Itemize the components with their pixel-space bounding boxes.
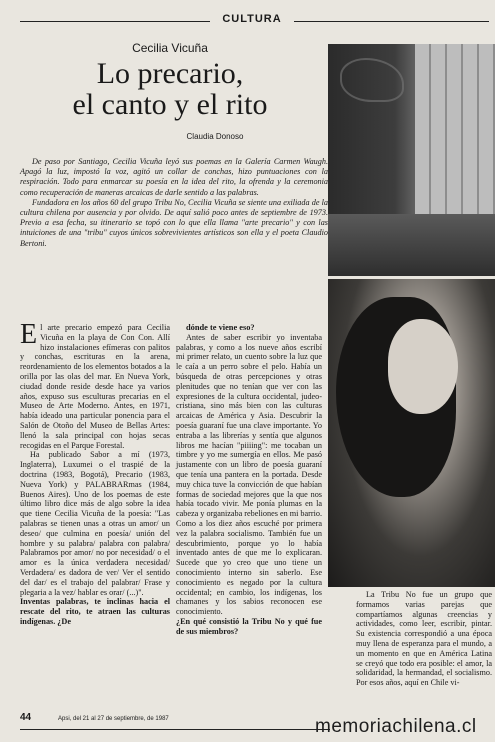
body-column-1 [20,319,170,627]
headline-line-2: el canto y el rito [72,88,268,121]
column-1-paragraph-2: Ha publicado Sabor a mí (1973, Inglaterra), Luxumei o el traspié de la doctrina (1983, Bogotá), Precario (1983, Nueva York) y PALABRARmas (1984, Buenos Aires). Uno de los poemas de este último libro dice más de algo sobre la idea que tiene Cecilia Vicuña de la poesía: "Las palabras se tienen unas a otras un amor/ un deseo/ que culmina en poesía/ unión del hombre y su palabra/ palabra con palabra/ Palabramos por amor/ no por necesidad/ o el amor es la única verdadera necesidad/ Verdadera/ es dadora de ver/ Ver el sentido del dar/ es el trabajo del palabrar/ Frase y plegaria a la vez/ hablar es orar/ (...)". [20,450,170,597]
headline-line-1: Lo precario, [96,57,244,90]
article-byline: Claudia Donoso [186,132,244,141]
source-watermark: memoriachilena.cl [315,716,477,737]
section-label: CULTURA [212,13,292,25]
section-rule-right [294,21,489,22]
footer-rule [20,729,330,730]
photo-graffiti-shape [340,58,404,102]
photo-street-wall [328,44,495,276]
column-2-question-end: dónde te viene eso? [186,323,255,332]
column-1-question: Inventas palabras, te inclinas hacia el rescate del rito, te atraen las culturas indígenas. ¿De [20,597,170,626]
column-1-paragraph-1: El arte precario empezó para Cecilia Vicuña en la playa de Con Con. Allí hizo instalaciones efímeras con palitos y conchas, escrituras en la arena, reordenamiento de los elementos botados a la orilla por las olas del mar. En Nueva York, ciudad donde reside desde hace ya varios años, expuso sus esculturas precarias en el Museo de Arte Moderno. Antes, en 1971, había ideado una particular ponencia para el Salón de Otoño del Museo de Bellas Artes: llenó la sala principal con hojas secas recogidas en el Parque Forestal. [20,319,170,450]
article-headline [20,58,320,120]
photo-portrait [328,279,495,587]
body-column-3 [356,590,492,688]
article-author-name: Cecilia Vicuña [132,41,208,55]
publication-info: Apsi, del 21 al 27 de septiembre, de 1987 [58,716,169,722]
article-lead [20,157,328,249]
column-3-paragraph-1: La Tribu No fue un grupo que formamos varias parejas que compartíamos algunas creencias y actividades, como leer, escribir, pintar. Su existencia correspondió a una época muy llena de esperanza para el mundo, a un momento en que en América Latina se creyó que todo era posible: el amor, la solidaridad, la hermandad, el socialismo. Por esos años, aquí en Chile vi- [356,590,492,688]
section-rule-left [20,21,210,22]
drop-cap: E [20,319,38,350]
photo-ground-shape [328,214,495,276]
page-number: 44 [20,712,32,723]
column-2-paragraph-1: Antes de saber escribir yo inventaba palabras, y como a los nueve años escribí mi primer relato, un cuento sobre la luz que le caía a un perro sobre el pelo. Había un búsqueda de otras percepciones y otras plenitudes que no tenían que ver con las expresiones de la cultura occidental, judeo-cristiana, sino más bien con las culturas arcaicas de América y Asia. Descubrir la poesía guaraní fue una clave importante. Yo entraba a las librerías y sentía que algunos libros me hacían "piiiing": me tocaban un timbre y yo me sumergía en ellos. Me pasó justamente con un libro de poesía guaraní que tenía una pantera en la portada. Desde muy chica tuve la convicción de que habían formas de sociedad mejores que la que nos había tocado vivir. Me ponía plumas en la cabeza y organizaba rebeliones en mi barrio. Como a los diez años escuché por primera vez la palabra socialismo. También fue un descubrimiento, porque yo lo había inventado antes de que me lo explicaran. Sucede que yo creo que uno tiene un conocimiento interno sin saberlo. Ese conocimiento es negado por la cultura occidental; en cambio, los indígenas, los chamanes y los sabios reconocen ese conocimiento. [176,332,323,617]
lead-paragraph: De paso por Santiago, Cecilia Vicuña leyó sus poemas en la Galería Carmen Waugh. Apagó la luz, impostó la voz, agitó un collar de conchas, hizo puntuaciones con la respiración. Todo para enmarcar su poesía en la idea del rito, la ofrenda y la ceremonia como recuperación de maneras arcaicas de darle sentido a las palabras. [20,157,328,197]
portrait-face-shape [388,319,458,414]
lead-paragraph: Fundadora en los años 60 del grupo Tribu No, Cecilia Vicuña se siente una exiliada de la cultura chilena por ausencia y por olvido. De aquí salió poco antes de septiembre de 1973. Previo a esa fecha, su itinerario se topó con lo que ella llama "arte precario" y con las intuiciones de una "tribu" cuyos únicos sobrevivientes artísticos son ella y el poeta Claudio Bertoni. [20,197,328,248]
body-column-2 [176,323,322,637]
column-2-question: ¿En qué consistió la Tribu No y qué fue de sus miembros? [176,616,322,636]
